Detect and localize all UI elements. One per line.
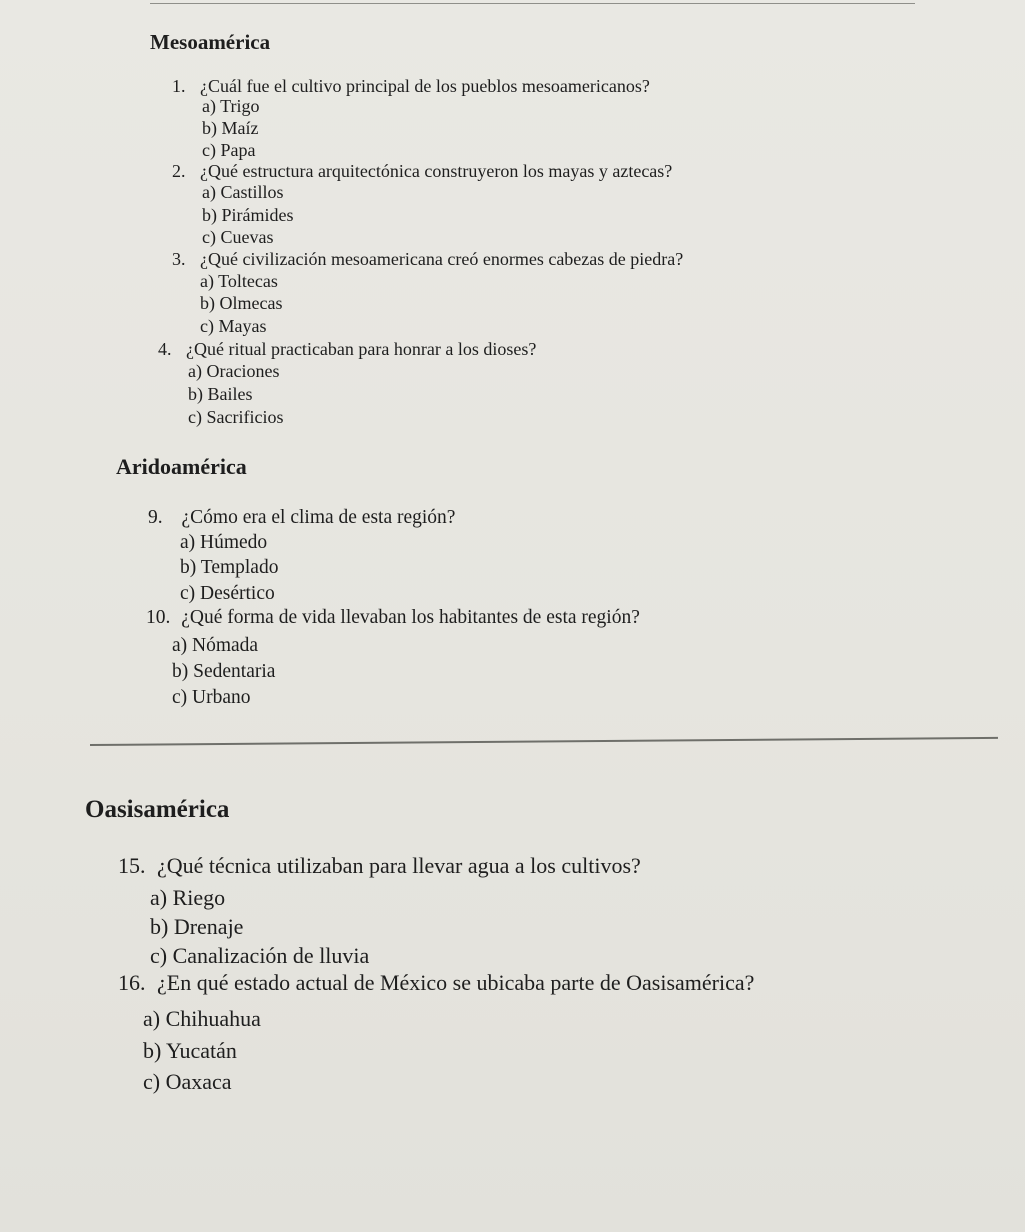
- option-10c: c) Urbano: [172, 687, 251, 708]
- question-text: ¿Qué forma de vida llevaban los habitantes de esta región?: [181, 607, 640, 628]
- option-16c: c) Oaxaca: [143, 1069, 232, 1094]
- question-4: [158, 339, 536, 360]
- question-9: [148, 507, 455, 529]
- section-title: Mesoamérica: [150, 30, 271, 54]
- option-1c: c) Papa: [202, 140, 256, 160]
- top-divider: [150, 3, 915, 4]
- option-16a: a) Chihuahua: [143, 1006, 261, 1031]
- option-15b: b) Drenaje: [150, 914, 244, 939]
- section-divider: [90, 737, 998, 746]
- question-number: 16.: [118, 970, 146, 995]
- question-number: 15.: [118, 853, 146, 878]
- option-10b: b) Sedentaria: [172, 661, 276, 682]
- question-3: [172, 249, 683, 270]
- option-2c: c) Cuevas: [202, 227, 274, 247]
- option-3a: a) Toltecas: [200, 271, 278, 291]
- question-text: ¿Cuál fue el cultivo principal de los pueblos mesoamericanos?: [200, 76, 650, 96]
- question-number: 2.: [172, 161, 186, 181]
- question-text: ¿Qué civilización mesoamericana creó enormes cabezas de piedra?: [200, 249, 684, 269]
- question-text: ¿Cómo era el clima de esta región?: [181, 507, 456, 528]
- question-15: [118, 853, 641, 879]
- option-4a: a) Oraciones: [188, 361, 280, 381]
- question-text: ¿Qué estructura arquitectónica construyeron los mayas y aztecas?: [200, 161, 673, 181]
- option-9a: a) Húmedo: [180, 532, 268, 553]
- question-1: [172, 76, 650, 97]
- option-15c: c) Canalización de lluvia: [150, 943, 370, 968]
- option-10a: a) Nómada: [172, 635, 259, 656]
- question-text: ¿Qué técnica utilizaban para llevar agua a los cultivos?: [157, 853, 641, 878]
- option-3b: b) Olmecas: [200, 293, 283, 313]
- option-2a: a) Castillos: [202, 182, 284, 202]
- question-2: [172, 161, 672, 182]
- option-16b: b) Yucatán: [143, 1038, 237, 1063]
- option-1b: b) Maíz: [202, 118, 259, 138]
- option-15a: a) Riego: [150, 885, 226, 910]
- option-3c: c) Mayas: [200, 316, 267, 336]
- option-4c: c) Sacrificios: [188, 407, 284, 427]
- option-4b: b) Bailes: [188, 384, 253, 404]
- section-title: Aridoamérica: [116, 454, 247, 479]
- option-1a: a) Trigo: [202, 96, 260, 116]
- question-10: [146, 607, 640, 629]
- question-text: ¿Qué ritual practicaban para honrar a los dioses?: [186, 339, 537, 359]
- question-number: 3.: [172, 249, 186, 269]
- section-title: Oasisamérica: [85, 796, 230, 823]
- option-9c: c) Desértico: [180, 583, 275, 604]
- question-number: 1.: [172, 76, 186, 96]
- question-text: ¿En qué estado actual de México se ubicaba parte de Oasisamérica?: [157, 970, 755, 995]
- question-16: [118, 970, 754, 996]
- question-number: 4.: [158, 339, 172, 359]
- option-2b: b) Pirámides: [202, 205, 294, 225]
- question-number: 10.: [146, 607, 171, 628]
- option-9b: b) Templado: [180, 557, 279, 578]
- question-number: 9.: [148, 507, 163, 528]
